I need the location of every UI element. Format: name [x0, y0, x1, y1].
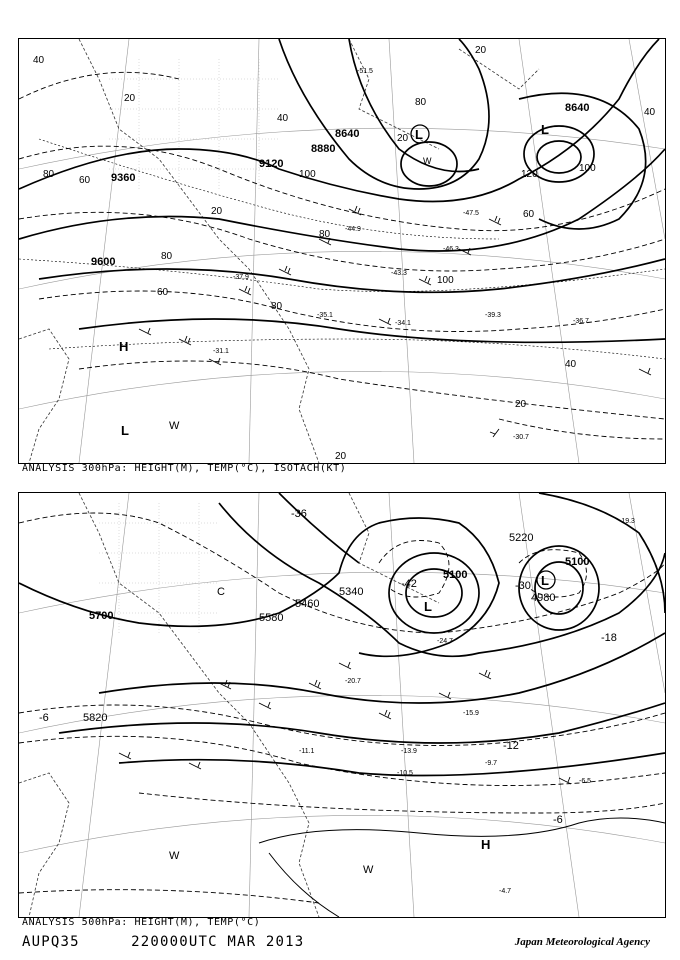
- height-label: 5340: [339, 586, 364, 598]
- high-center: H: [481, 837, 491, 852]
- isotach-labels: [33, 45, 656, 462]
- isotach-label: 20: [211, 206, 223, 217]
- isotach-label: 60: [523, 209, 535, 220]
- temp-label: -31.1: [213, 348, 229, 355]
- isotach-label: 40: [277, 113, 289, 124]
- station-temp: -24.7: [437, 638, 453, 645]
- isotach-label: 100: [299, 169, 316, 180]
- isotherm-label: -12: [503, 740, 519, 752]
- temp-label: -37.9: [233, 274, 249, 281]
- temp-label: -43.3: [391, 270, 407, 277]
- temp-label: -47.5: [463, 210, 479, 217]
- isotherm-label: -30: [515, 580, 531, 592]
- station-temp: -11.1: [299, 748, 315, 755]
- height-contours: [19, 39, 665, 342]
- height-label: 4980: [531, 592, 556, 604]
- low-center: L: [415, 127, 423, 142]
- pressure-centers: [119, 122, 549, 438]
- isotherm-label: -36: [291, 508, 307, 520]
- isotach-label: 60: [79, 175, 91, 186]
- station-temp: -6.5: [579, 778, 592, 785]
- height-label: 9600: [91, 256, 116, 268]
- isotherm-label: -18: [601, 632, 617, 644]
- isotach-label: 40: [644, 107, 656, 118]
- height-label: 5700: [89, 610, 114, 622]
- height-label: 9360: [111, 172, 136, 184]
- agency-name: Japan Meteorological Agency: [514, 936, 650, 948]
- low-center: L: [121, 423, 129, 438]
- isotach-label: 120: [521, 169, 538, 180]
- isotach-label: 80: [43, 169, 55, 180]
- height-label: 5220: [509, 532, 534, 544]
- height-label: 8640: [565, 102, 590, 114]
- chart-identifier: [22, 934, 304, 950]
- isotherm-label: -6: [553, 814, 563, 826]
- chart-300hpa-map: [19, 39, 665, 463]
- coastline: [19, 493, 439, 917]
- warm-center: W: [423, 156, 432, 166]
- height-contours: [19, 493, 665, 776]
- temp-label: -30.7: [513, 434, 529, 441]
- station-temp: -13.9: [401, 748, 417, 755]
- isotach-label: 40: [33, 55, 45, 66]
- temp-labels: [213, 68, 589, 441]
- isotach-label: 20: [335, 451, 347, 462]
- isotherm-label: -6: [39, 712, 49, 724]
- chart-300hpa: [18, 38, 666, 464]
- low-center: L: [424, 599, 432, 614]
- warm-center: W: [363, 864, 374, 876]
- station-temp: -4.7: [499, 888, 512, 895]
- station-temp: -10.5: [397, 770, 413, 777]
- temp-label: -46.3: [443, 246, 459, 253]
- isotherm-label: -42: [401, 578, 417, 590]
- temp-label: -51.5: [357, 68, 373, 75]
- temp-label: -35.1: [317, 312, 333, 319]
- chart-300hpa-caption: ANALYSIS 300hPa: HEIGHT(M), TEMP(°C), ISOTACH(KT): [22, 463, 347, 474]
- chart-code: AUPQ35: [22, 934, 80, 950]
- isotach-label: 100: [437, 275, 454, 286]
- height-label: 8880: [311, 143, 336, 155]
- chart-500hpa-map: [19, 493, 665, 917]
- low-center: L: [541, 573, 549, 588]
- height-label: 5100: [443, 569, 468, 581]
- isotach-label: 20: [515, 399, 527, 410]
- height-label: 5100: [565, 556, 590, 568]
- warm-center: W: [169, 850, 180, 862]
- station-temp: -15.9: [463, 710, 479, 717]
- temp-label: -34.1: [395, 320, 411, 327]
- chart-500hpa: [18, 492, 666, 918]
- station-temp: -19.3: [619, 518, 635, 525]
- height-label: 5580: [259, 612, 284, 624]
- temp-label: -44.9: [345, 226, 361, 233]
- station-temp: -9.7: [485, 760, 498, 767]
- station-temp: -20.7: [345, 678, 361, 685]
- chart-500hpa-caption: ANALYSIS 500hPa: HEIGHT(M), TEMP(°C): [22, 917, 261, 928]
- height-label: 9120: [259, 158, 284, 170]
- cold-center: C: [217, 586, 225, 598]
- high-center: H: [119, 339, 129, 354]
- height-label: 5820: [83, 712, 108, 724]
- height-label: 8640: [335, 128, 360, 140]
- isotach-label: 60: [157, 287, 169, 298]
- isotach-label: 80: [319, 229, 331, 240]
- isotherm-labels: [39, 508, 617, 826]
- isotach-label: 80: [161, 251, 173, 262]
- isotach-label: 40: [565, 359, 577, 370]
- isotach-label: 80: [271, 301, 283, 312]
- land-grid: [99, 503, 219, 633]
- chart-datetime: 220000UTC MAR 2013: [131, 934, 305, 950]
- isotach-label: 100: [579, 163, 596, 174]
- height-label: 5460: [295, 598, 320, 610]
- temp-label: -39.3: [485, 312, 501, 319]
- isotach-label: 20: [397, 133, 409, 144]
- low-center: L: [541, 122, 549, 137]
- isotach-label: 20: [124, 93, 136, 104]
- warm-center: W: [169, 420, 180, 432]
- temp-label: -36.7: [573, 318, 589, 325]
- isotach-label: 80: [415, 97, 427, 108]
- isotach-label: 20: [475, 45, 487, 56]
